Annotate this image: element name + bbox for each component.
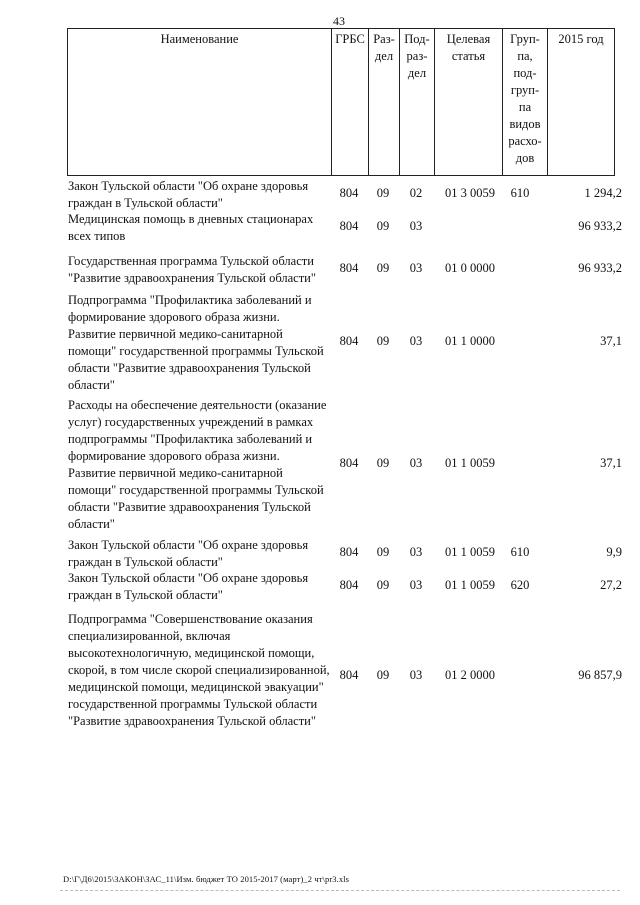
row-sum: 96 857,9 xyxy=(578,668,622,682)
row-name: Подпрограмма "Профилактика заболеваний и формирование здорового образа жизни. Развитие первичной медико-санитарной помощи" государственной программы Тульской области "Развитие здравоохранения Тульской области" xyxy=(68,293,324,392)
table-row xyxy=(68,253,622,287)
table-row xyxy=(68,211,622,245)
divider xyxy=(60,890,620,891)
row-name: Подпрограмма "Совершенствование оказания специализированной, включая высокотехнологичную, медицинской помощи, скорой, в том числе скорой специализированной, медицинской помощи, медицинской эвакуации" государственной программы Тульской области "Развитие здравоохранения Тульской области" xyxy=(68,612,330,728)
file-path-footer: D:\Г\Д6\2015\ЗАКОН\ЗАС_11\Изм. бюджет ТО 2015-2017 (март)_2 чт\pr3.xls xyxy=(63,874,350,884)
row-sum: 96 933,2 xyxy=(578,261,622,275)
table-row xyxy=(68,570,622,604)
row-podrazdel: 03 xyxy=(409,334,423,348)
header-grbs: ГРБС xyxy=(331,29,368,175)
row-name: Государственная программа Тульской области "Развитие здравоохранения Тульской области" xyxy=(68,254,316,285)
row-name: Закон Тульской области "Об охране здоровья граждан в Тульской области" xyxy=(68,179,309,210)
row-grbs: 804 xyxy=(339,261,359,275)
row-podrazdel: 03 xyxy=(409,545,423,559)
row-razdel: 09 xyxy=(376,219,390,233)
row-name: Медицинская помощь в дневных стационарах всех типов xyxy=(68,212,314,243)
table-row xyxy=(68,178,622,212)
row-sum: 37,1 xyxy=(600,334,622,348)
table-row xyxy=(68,397,622,531)
row-podrazdel: 03 xyxy=(409,456,423,470)
table-header xyxy=(67,28,615,176)
row-celevaya: 01 0 0000 xyxy=(445,261,495,275)
row-grbs: 804 xyxy=(339,545,359,559)
row-grbs: 804 xyxy=(339,668,359,682)
row-name: Закон Тульской области "Об охране здоровья граждан в Тульской области" xyxy=(68,538,309,569)
row-razdel: 09 xyxy=(376,545,390,559)
row-podrazdel: 03 xyxy=(409,261,423,275)
header-podrazdel: Под- раз- дел xyxy=(399,29,434,175)
row-razdel: 09 xyxy=(376,334,390,348)
row-name: Расходы на обеспечение деятельности (оказание услуг) государственных учреждений в рамках подпрограммы "Профилактика заболеваний и формирование здорового образа жизни. Развитие первичной медико-санитарной помощи" государственной программы Тульской области "Развитие здравоохранения Тульской области" xyxy=(68,398,327,531)
row-grbs: 804 xyxy=(339,456,359,470)
row-celevaya: 01 1 0059 xyxy=(445,545,495,559)
row-gruppa: 610 xyxy=(510,545,530,559)
row-celevaya: 01 1 0059 xyxy=(445,578,495,592)
row-celevaya: 01 2 0000 xyxy=(445,668,495,682)
row-sum: 27,2 xyxy=(600,578,622,592)
header-celevaya: Целевая статья xyxy=(434,29,502,175)
row-grbs: 804 xyxy=(339,578,359,592)
table-row xyxy=(68,537,622,571)
table-row xyxy=(68,611,622,745)
row-podrazdel: 03 xyxy=(409,578,423,592)
table-row xyxy=(68,292,622,392)
row-podrazdel: 02 xyxy=(409,186,423,200)
header-year: 2015 год xyxy=(547,29,614,175)
row-razdel: 09 xyxy=(376,456,390,470)
row-razdel: 09 xyxy=(376,578,390,592)
row-razdel: 09 xyxy=(376,186,390,200)
row-celevaya: 01 1 0000 xyxy=(445,334,495,348)
row-sum: 1 294,2 xyxy=(584,186,622,200)
row-gruppa: 620 xyxy=(510,578,530,592)
header-name: Наименование xyxy=(160,32,239,46)
row-razdel: 09 xyxy=(376,261,390,275)
header-gruppa: Груп- па, под- груп- па видов расхо- дов xyxy=(502,29,547,175)
row-celevaya: 01 1 0059 xyxy=(445,456,495,470)
row-celevaya: 01 3 0059 xyxy=(445,186,495,200)
row-podrazdel: 03 xyxy=(409,668,423,682)
row-grbs: 804 xyxy=(339,334,359,348)
row-sum: 37,1 xyxy=(600,456,622,470)
row-name: Закон Тульской области "Об охране здоровья граждан в Тульской области" xyxy=(68,571,309,602)
row-sum: 9,9 xyxy=(606,545,622,559)
row-gruppa: 610 xyxy=(510,186,530,200)
row-grbs: 804 xyxy=(339,219,359,233)
row-razdel: 09 xyxy=(376,668,390,682)
row-sum: 96 933,2 xyxy=(578,219,622,233)
header-razdel: Раз- дел xyxy=(368,29,399,175)
row-grbs: 804 xyxy=(339,186,359,200)
page-number: 43 xyxy=(333,14,345,28)
row-podrazdel: 03 xyxy=(409,219,423,233)
